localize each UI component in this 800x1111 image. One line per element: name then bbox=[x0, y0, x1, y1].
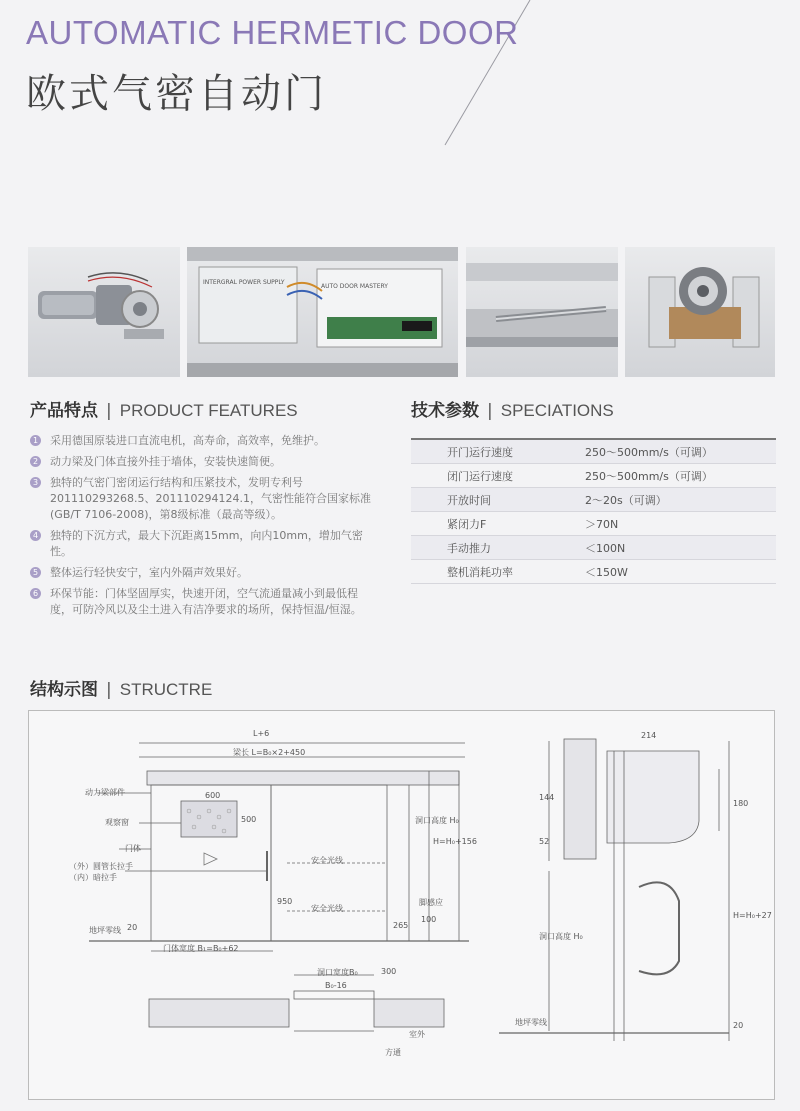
dim-950: 950 bbox=[277, 897, 293, 906]
spec-key: 整机消耗功率 bbox=[411, 560, 567, 584]
list-item-number: 3 bbox=[30, 477, 41, 488]
list-item-number: 2 bbox=[30, 456, 41, 467]
table-row bbox=[411, 512, 776, 536]
list-item bbox=[30, 565, 375, 581]
features-heading-separator: | bbox=[106, 401, 112, 421]
spec-value: ＜150W bbox=[567, 560, 776, 584]
spec-heading-en: SPECIATIONS bbox=[500, 401, 614, 420]
dim-214: 214 bbox=[641, 731, 657, 740]
control-unit-illustration bbox=[187, 247, 458, 377]
features-heading bbox=[30, 396, 298, 421]
label-opening-width: 洞口宽度B₀ bbox=[317, 968, 358, 977]
dim-144: 144 bbox=[539, 793, 555, 802]
motor-illustration bbox=[28, 247, 180, 377]
photo-track-rail bbox=[466, 247, 618, 377]
label-opening-height-2: 洞口高度 H₀ bbox=[539, 932, 583, 941]
spec-key: 紧闭力F bbox=[411, 512, 567, 536]
features-heading-en: PRODUCT FEATURES bbox=[119, 401, 298, 420]
spec-value: 250～500mm/s（可调） bbox=[567, 439, 776, 464]
list-item-text: 采用德国原装进口直流电机，高寿命，高效率，免维护。 bbox=[50, 434, 325, 447]
list-item bbox=[30, 475, 375, 523]
spec-value: ＞70N bbox=[567, 512, 776, 536]
features-heading-cn: 产品特点 bbox=[30, 401, 98, 421]
dim-beam-length: 梁长 L=B₀×2+450 bbox=[233, 748, 306, 757]
title-chinese: 欧式气密自动门 bbox=[26, 71, 327, 117]
list-item bbox=[30, 528, 375, 560]
dim-b0-16: B₀-16 bbox=[325, 981, 347, 990]
list-item-text: 环保节能：门体坚固厚实，快速开闭，空气流通量减小到最低程度，可防冷风以及尘土进入有洁净要求的场所，保持恒温/恒湿。 bbox=[50, 587, 362, 616]
dim-20-side: 20 bbox=[733, 1021, 744, 1030]
label-h-156: H=H₀+156 bbox=[433, 837, 477, 846]
spec-value: 2～20s（可调） bbox=[567, 488, 776, 512]
table-row bbox=[411, 464, 776, 488]
table-row bbox=[411, 488, 776, 512]
spec-heading bbox=[411, 396, 614, 421]
photo-label-master: AUTO DOOR MASTERY bbox=[321, 283, 388, 290]
photo-roller bbox=[625, 247, 775, 377]
list-item-number: 4 bbox=[30, 530, 41, 541]
list-item bbox=[30, 586, 375, 618]
photo-motor bbox=[28, 247, 180, 377]
label-handle: （外）圆管长拉手 （内）暗拉手 bbox=[69, 862, 133, 882]
spec-value: ＜100N bbox=[567, 536, 776, 560]
dim-52: 52 bbox=[539, 837, 550, 846]
label-safety-beam-1: 安全光线 bbox=[311, 856, 343, 865]
label-outdoor: 室外 bbox=[409, 1030, 425, 1039]
dim-180: 180 bbox=[733, 799, 749, 808]
label-opening-height: 洞口高度 H₀ bbox=[415, 816, 459, 825]
dim-300: 300 bbox=[381, 967, 397, 976]
list-item-text: 整体运行轻快安宁，室内外隔声效果好。 bbox=[50, 566, 248, 579]
structure-diagram bbox=[28, 710, 775, 1100]
table-row bbox=[411, 536, 776, 560]
list-item-text: 独特的气密门密闭运行结构和压紧技术，发明专利号201110293268.5、201110294124.1，气密性能符合国家标准(GB/T 7106-2008)，第8级标准（最高等级）。 bbox=[50, 476, 371, 521]
spec-key: 开放时间 bbox=[411, 488, 567, 512]
list-item bbox=[30, 433, 375, 449]
dim-600: 600 bbox=[205, 791, 221, 800]
title-english: AUTOMATIC HERMETIC DOOR bbox=[26, 14, 519, 51]
structure-heading-cn: 结构示图 bbox=[30, 680, 98, 700]
label-floor-line: 地坪零线 bbox=[89, 926, 121, 935]
track-rail-illustration bbox=[466, 247, 618, 377]
list-item-text: 动力梁及门体直接外挂于墙体，安装快速简便。 bbox=[50, 455, 281, 468]
label-door-body: 门体 bbox=[125, 844, 141, 853]
dim-20: 20 bbox=[127, 923, 138, 932]
label-safety-beam-2: 安全光线 bbox=[311, 904, 343, 913]
spec-heading-cn: 技术参数 bbox=[411, 401, 479, 421]
table-row bbox=[411, 439, 776, 464]
structure-heading bbox=[30, 675, 212, 700]
list-item-number: 5 bbox=[30, 567, 41, 578]
dim-top-width: L+6 bbox=[253, 729, 270, 738]
label-h-27: H=H₀+27 bbox=[733, 911, 772, 920]
list-item-number: 1 bbox=[30, 435, 41, 446]
structure-heading-separator: | bbox=[106, 680, 112, 700]
spec-key: 闭门运行速度 bbox=[411, 464, 567, 488]
spec-table bbox=[411, 438, 776, 584]
arrow-icon bbox=[204, 853, 217, 865]
label-beam-component: 动力梁部件 bbox=[85, 788, 125, 797]
photo-control-unit bbox=[187, 247, 458, 377]
dim-100: 100 bbox=[421, 915, 437, 924]
spec-heading-separator: | bbox=[487, 401, 493, 421]
roller-illustration bbox=[625, 247, 775, 377]
list-item-text: 独特的下沉方式，最大下沉距离15mm，向内10mm，增加气密性。 bbox=[50, 529, 363, 558]
label-window: 观察窗 bbox=[105, 818, 129, 827]
dim-500: 500 bbox=[241, 815, 257, 824]
label-foot-sensor: 脚感应 bbox=[419, 898, 443, 907]
table-row bbox=[411, 560, 776, 584]
label-square-tube: 方通 bbox=[385, 1048, 401, 1057]
structure-drawing bbox=[29, 711, 774, 1099]
spec-value: 250～500mm/s（可调） bbox=[567, 464, 776, 488]
spec-key: 手动推力 bbox=[411, 536, 567, 560]
label-door-width: 门体宽度 B₁=B₀+62 bbox=[163, 944, 239, 953]
photo-label-power: INTERGRAL POWER SUPPLY bbox=[203, 279, 285, 286]
dim-265: 265 bbox=[393, 921, 409, 930]
spec-key: 开门运行速度 bbox=[411, 439, 567, 464]
list-item-number: 6 bbox=[30, 588, 41, 599]
label-floor-line-2: 地坪零线 bbox=[515, 1018, 547, 1027]
features-list bbox=[30, 433, 375, 623]
structure-heading-en: STRUCTRE bbox=[119, 680, 213, 699]
list-item bbox=[30, 454, 375, 470]
